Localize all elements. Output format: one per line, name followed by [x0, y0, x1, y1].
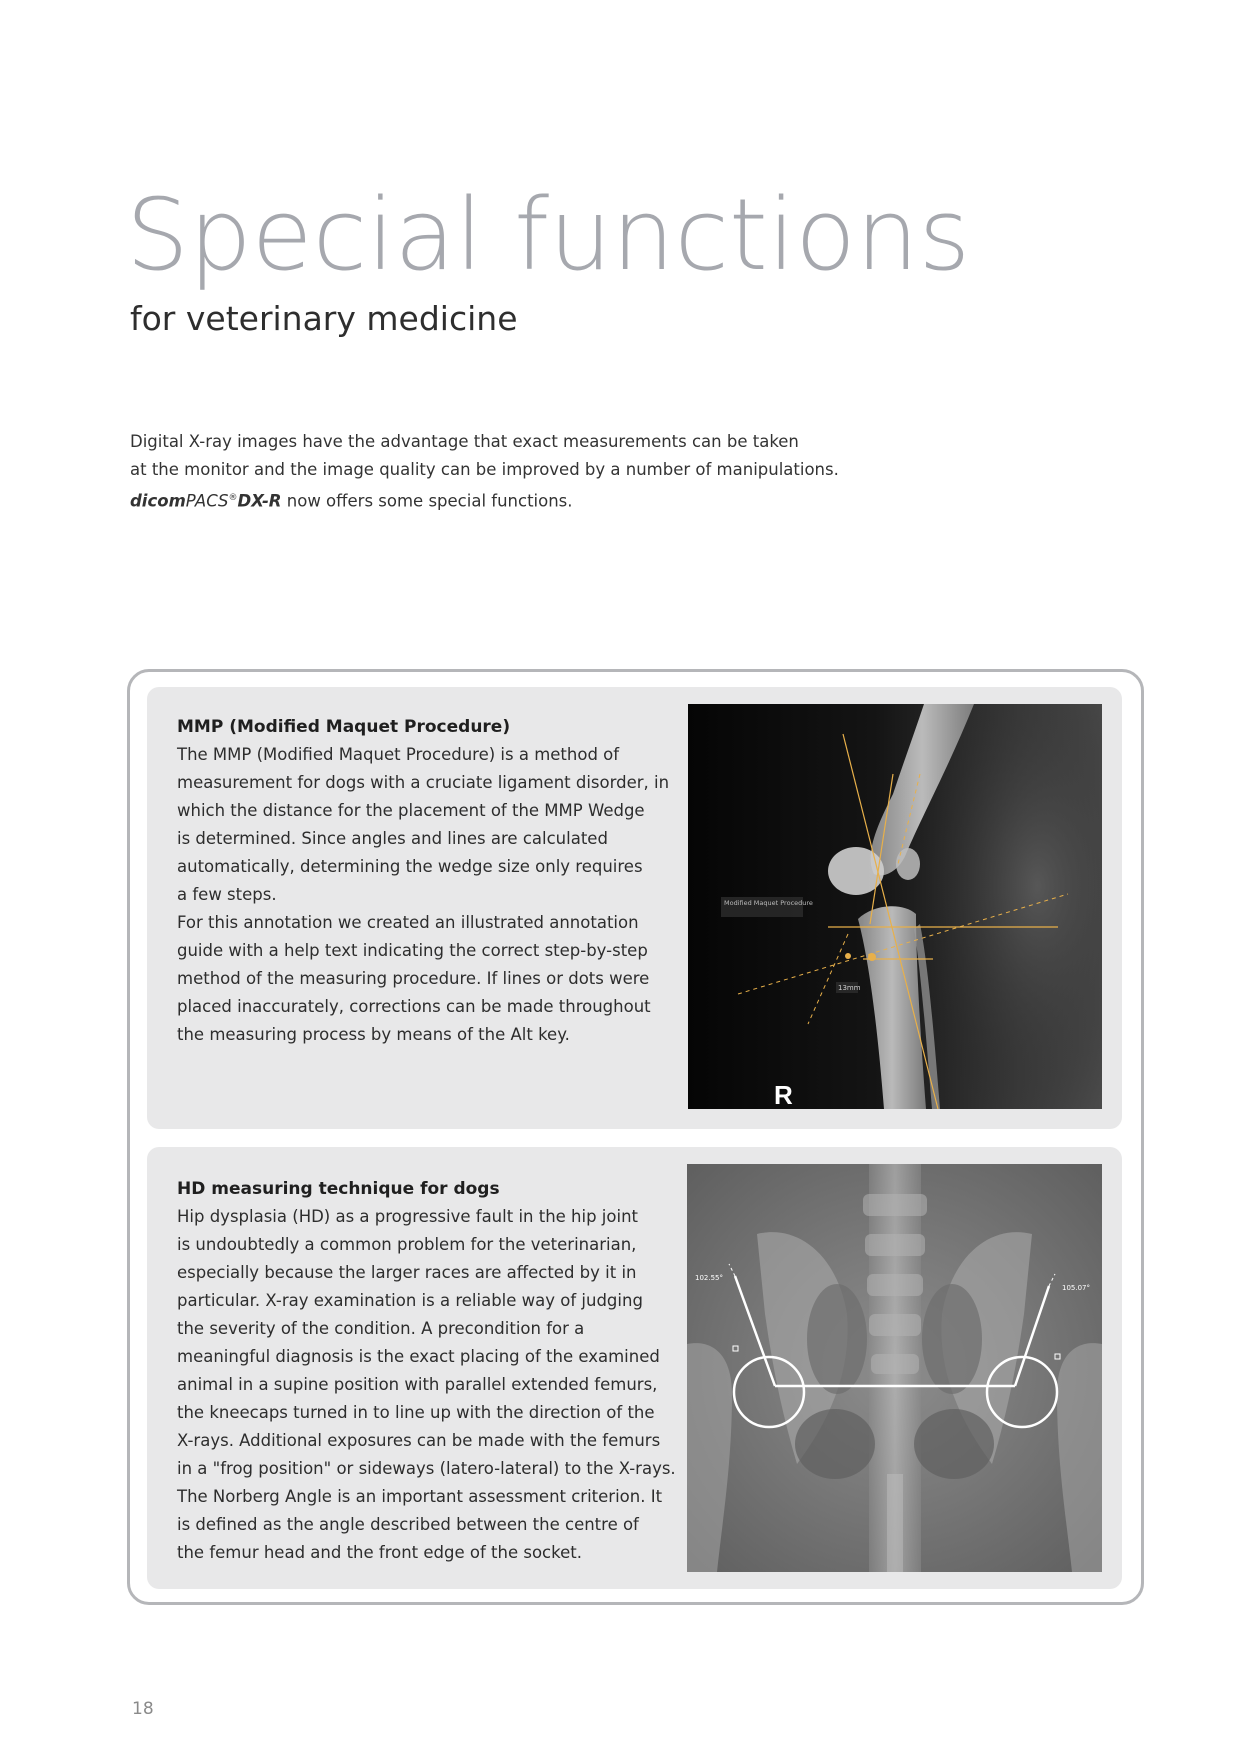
text-line: measurement for dogs with a cruciate ligament disorder, in [177, 773, 670, 792]
text-line: the measuring process by means of the Alt key. [177, 1025, 570, 1044]
text-line: which the distance for the placement of the MMP Wedge [177, 801, 645, 820]
hip-xray-image [687, 1164, 1102, 1572]
text-line: is defined as the angle described between the centre of [177, 1515, 639, 1534]
text-line: the femur head and the front edge of the socket. [177, 1543, 582, 1562]
text-line: Hip dysplasia (HD) as a progressive fault in the hip joint [177, 1207, 639, 1226]
text-line: automatically, determining the wedge size only requires [177, 857, 643, 876]
text-line: The Norberg Angle is an important assessment criterion. It [177, 1487, 663, 1506]
text-line: guide with a help text indicating the correct step-by-step [177, 941, 648, 960]
intro-line: at the monitor and the image quality can be improved by a number of manipulations. [130, 460, 839, 479]
text-line: the kneecaps turned in to line up with the direction of the [177, 1403, 655, 1422]
page-number: 18 [132, 1699, 154, 1719]
brand-name-suffix: PACS [185, 491, 229, 511]
text-line: the severity of the condition. A precondition for a [177, 1319, 585, 1338]
mmp-section [147, 687, 1122, 1129]
knee-xray-image [688, 704, 1102, 1109]
overlay-label: Modified Maquet Procedure [724, 899, 813, 907]
text-line: is undoubtedly a common problem for the veterinarian, [177, 1235, 637, 1254]
mmp-text [177, 713, 677, 1049]
intro-line: Digital X-ray images have the advantage that exact measurements can be taken [130, 432, 799, 451]
text-line: in a "frog position" or sideways (latero-lateral) to the X-rays. [177, 1459, 676, 1478]
text-line: placed inaccurately, corrections can be made throughout [177, 997, 651, 1016]
section-heading: HD measuring technique for dogs [177, 1179, 500, 1199]
text-line: is determined. Since angles and lines are calculated [177, 829, 608, 848]
text-line: animal in a supine position with parallel extended femurs, [177, 1375, 658, 1394]
brand-product: DX-R [237, 491, 282, 511]
page-title: Special functions [126, 178, 971, 293]
text-line: meaningful diagnosis is the exact placing of the examined [177, 1347, 660, 1366]
measure-label: 13mm [838, 984, 861, 992]
hd-section [147, 1147, 1122, 1589]
norberg-angle-left: 102.55° [695, 1274, 723, 1282]
text-line: a few steps. [177, 885, 277, 904]
intro-line [130, 484, 890, 516]
section-heading: MMP (Modified Maquet Procedure) [177, 717, 511, 737]
intro-paragraph [130, 428, 890, 516]
side-marker: R [774, 1080, 793, 1109]
text-line: especially because the larger races are affected by it in [177, 1263, 637, 1282]
intro-line-rest: now offers some special functions. [281, 491, 573, 511]
page-subtitle: for veterinary medicine [130, 299, 518, 338]
text-line: The MMP (Modified Maquet Procedure) is a method of [177, 745, 620, 764]
brand-name: dicom [130, 491, 186, 511]
norberg-angle-right: 105.07° [1062, 1284, 1090, 1292]
text-line: particular. X-ray examination is a reliable way of judging [177, 1291, 643, 1310]
text-line: method of the measuring procedure. If lines or dots were [177, 969, 650, 988]
hd-text [177, 1175, 677, 1567]
registered-mark: ® [228, 493, 238, 503]
text-line: X-rays. Additional exposures can be made with the femurs [177, 1431, 661, 1450]
text-line: For this annotation we created an illustrated annotation [177, 913, 639, 932]
